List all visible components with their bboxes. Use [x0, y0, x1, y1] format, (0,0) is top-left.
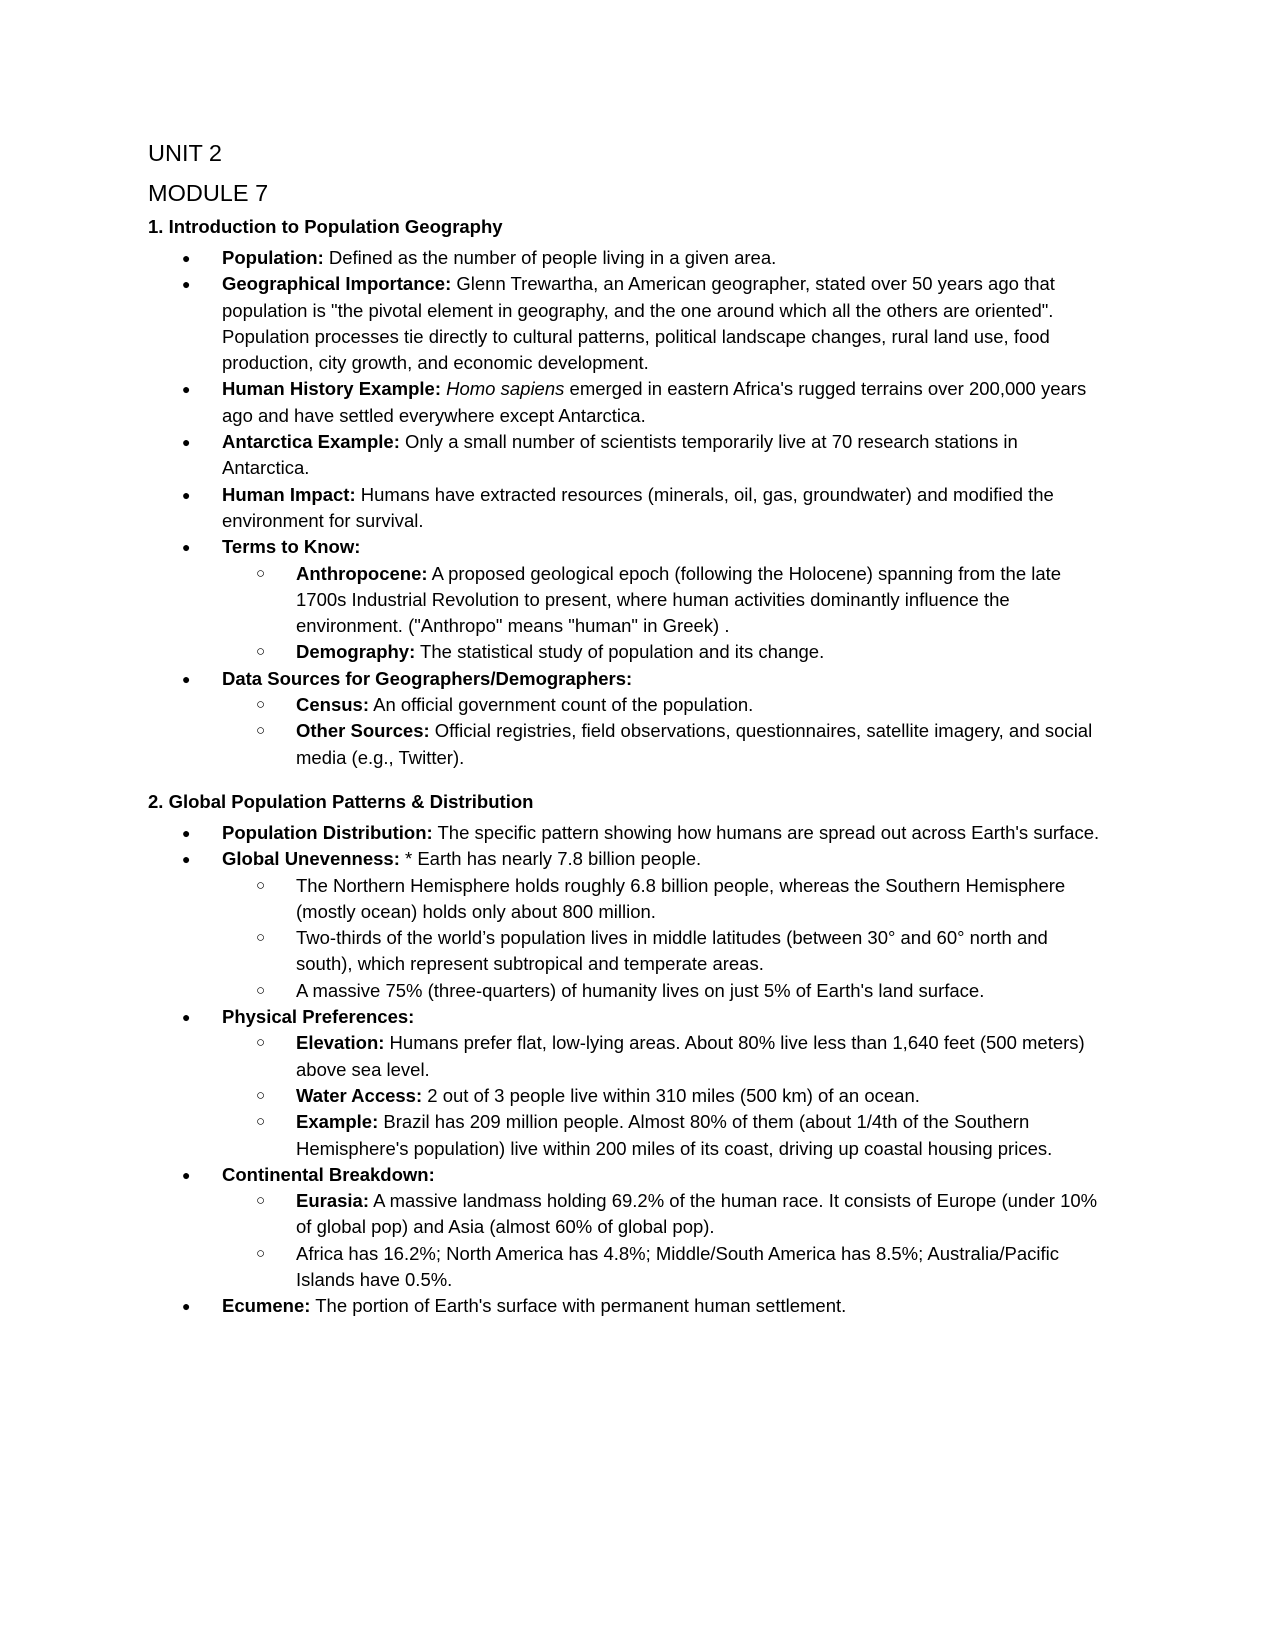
term-label: Population: [222, 247, 324, 268]
item-text: The portion of Earth's surface with permanent human settlement. [310, 1295, 847, 1317]
sub-list-item [222, 1083, 1108, 1109]
term-label: Continental Breakdown: [222, 1163, 435, 1185]
term-label: Human History Example: [222, 378, 441, 400]
item-text: Defined as the number of people living in a given area. [323, 247, 777, 268]
list-item [148, 666, 1108, 771]
bullet-icon: ● [182, 1298, 191, 1315]
circle-bullet-icon: ○ [256, 1192, 266, 1210]
item-text: The statistical study of population and its change. [415, 641, 825, 663]
item-text: Africa has 16.2%; North America has 4.8%; Middle/South America has 8.5%; Australia/Pacific Islands have 0.5%. [296, 1242, 1059, 1290]
sub-list [222, 561, 1108, 666]
list-item [148, 1293, 1108, 1319]
sub-list-item [222, 561, 1108, 640]
term-label: Water Access: [296, 1084, 423, 1106]
circle-bullet-icon: ○ [256, 1244, 266, 1262]
bullet-icon: ● [182, 250, 191, 266]
list-item [148, 1162, 1108, 1293]
bullet-icon: ● [182, 1009, 191, 1026]
sub-list [222, 1030, 1108, 1161]
bullet-icon: ● [182, 851, 191, 868]
item-text: Official registries, field observations, questionnaires, satellite imagery, and social media (e.g., Twitter). [296, 720, 1093, 768]
term-label: Census: [296, 694, 369, 716]
circle-bullet-icon: ○ [256, 981, 266, 999]
list-item [148, 429, 1108, 482]
bullet-icon: ● [182, 434, 191, 451]
term-label: Anthropocene: [296, 562, 428, 584]
item-text: A massive 75% (three-quarters) of humanity lives on just 5% of Earth's land surface. [296, 979, 985, 1001]
sub-list [222, 873, 1108, 1004]
sub-list-item [222, 1188, 1108, 1241]
item-text: Only a small number of scientists temporarily live at 70 research stations in Antarctica. [222, 431, 1018, 479]
circle-bullet-icon: ○ [256, 722, 266, 740]
bullet-icon: ● [182, 824, 191, 841]
unit-title: UNIT 2 [148, 140, 222, 166]
item-text: The specific pattern showing how humans are spread out across Earth's surface. [432, 821, 1100, 843]
item-text: A proposed geological epoch (following the Holocene) spanning from the late 1700s Industrial Revolution to present, where human activities dominantly influence the environment. ("Anthropo" means "human" in Greek) . [296, 562, 1062, 637]
bullet-list [148, 245, 1108, 771]
circle-bullet-icon: ○ [256, 1113, 266, 1131]
sub-list-item [222, 925, 1108, 978]
sub-list-item [222, 692, 1108, 718]
term-label: Population Distribution: [222, 821, 433, 843]
bullet-icon: ● [182, 670, 191, 687]
circle-bullet-icon: ○ [256, 643, 266, 661]
sub-list-item [222, 1109, 1108, 1162]
term-label: Eurasia: [296, 1190, 370, 1212]
circle-bullet-icon: ○ [256, 929, 266, 947]
document-page [148, 138, 1108, 1320]
sub-list [222, 1188, 1108, 1293]
item-text: Glenn Trewartha, an American geographer, stated over 50 years ago that population is "the pivotal element in geography, and the one around which all the others are oriented". Population processes tie directly to cultural patterns, political landscape changes, rural land use, food production, city growth, and economic development. [222, 273, 1055, 374]
sub-list [222, 692, 1108, 771]
item-text: 2 out of 3 people live within 310 miles (500 km) of an ocean. [422, 1084, 920, 1106]
term-label: Antarctica Example: [222, 431, 400, 453]
list-item [148, 820, 1108, 846]
list-item [148, 482, 1108, 535]
circle-bullet-icon: ○ [256, 1034, 266, 1052]
bullet-icon: ● [182, 486, 191, 503]
term-label: Data Sources for Geographers/Demographers: [222, 667, 633, 689]
term-label: Terms to Know: [222, 536, 361, 558]
sub-list-item [222, 639, 1108, 665]
term-label: Ecumene: [222, 1295, 311, 1317]
item-text: A massive landmass holding 69.2% of the human race. It consists of Europe (under 10% of global pop) and Asia (almost 60% of global pop). [296, 1190, 1098, 1238]
sub-list-item [222, 978, 1108, 1004]
circle-bullet-icon: ○ [256, 876, 266, 894]
sub-list-item [222, 873, 1108, 926]
italic-text: Homo sapiens [446, 378, 565, 400]
term-label: Other Sources: [296, 720, 430, 742]
section-heading: 1. Introduction to Population Geography [148, 216, 503, 237]
term-label: Elevation: [296, 1032, 385, 1054]
item-text: * Earth has nearly 7.8 billion people. [399, 848, 702, 870]
term-label: Human Impact: [222, 483, 356, 505]
bullet-icon: ● [182, 276, 191, 293]
circle-bullet-icon: ○ [256, 1086, 266, 1104]
circle-bullet-icon: ○ [256, 564, 266, 582]
bullet-list [148, 820, 1108, 1320]
list-item [148, 1004, 1108, 1162]
sub-list-item [222, 1030, 1108, 1083]
term-label: Physical Preferences: [222, 1006, 415, 1028]
item-text: An official government count of the population. [369, 694, 754, 716]
list-item [148, 245, 1108, 271]
bullet-icon: ● [182, 539, 191, 556]
item-text: The Northern Hemisphere holds roughly 6.8 billion people, whereas the Southern Hemisphere (mostly ocean) holds only about 800 million. [296, 874, 1066, 922]
sub-list-item [222, 1241, 1108, 1294]
bullet-icon: ● [182, 1166, 191, 1183]
item-text: emerged in eastern Africa's rugged terrains over 200,000 years ago and have settled everywhere except Antarctica. [222, 378, 1087, 426]
term-label: Demography: [296, 641, 416, 663]
list-item [148, 534, 1108, 665]
list-item [148, 271, 1108, 376]
module-title: MODULE 7 [148, 180, 269, 206]
term-label: Global Unevenness: [222, 848, 400, 870]
item-text: Humans have extracted resources (minerals, oil, gas, groundwater) and modified the environment for survival. [222, 483, 1054, 531]
item-text: Brazil has 209 million people. Almost 80% of them (about 1/4th of the Southern Hemisphere's population) live within 200 miles of its coast, driving up coastal housing prices. [296, 1111, 1053, 1159]
term-label: Example: [296, 1111, 379, 1133]
list-item [148, 376, 1108, 429]
section-heading: 2. Global Population Patterns & Distribution [148, 790, 534, 812]
item-text: Two-thirds of the world’s population lives in middle latitudes (between 30° and 60° north and south), which represent subtropical and temperate areas. [296, 927, 1048, 975]
term-label: Geographical Importance: [222, 273, 452, 295]
sub-list-item [222, 718, 1108, 771]
list-item [148, 846, 1108, 1004]
circle-bullet-icon: ○ [256, 696, 266, 714]
item-text: Humans prefer flat, low-lying areas. About 80% live less than 1,640 feet (500 meters) above sea level. [296, 1032, 1085, 1080]
bullet-icon: ● [182, 381, 191, 398]
